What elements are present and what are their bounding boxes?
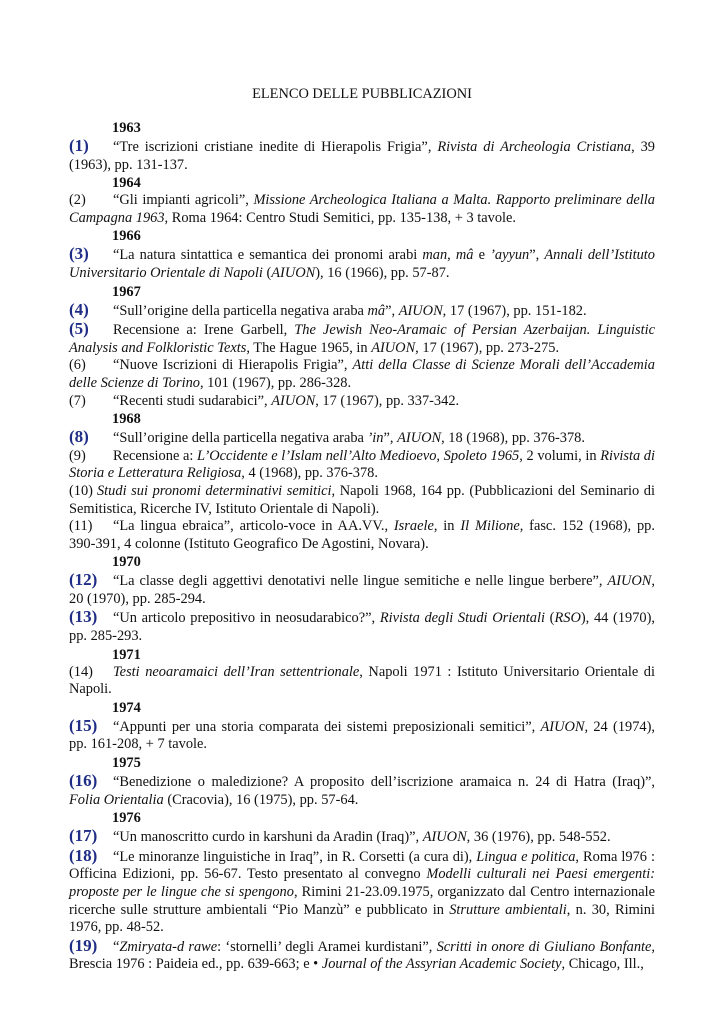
page-title: ELENCO DELLE PUBBLICAZIONI (252, 86, 472, 102)
publication-entry (69, 664, 655, 699)
publication-entry (69, 483, 655, 518)
entry-number: (18) (69, 845, 98, 865)
publication-entry (69, 137, 655, 174)
document-page (69, 0, 655, 1024)
publication-entry (69, 320, 655, 357)
publication-entry (69, 937, 655, 974)
publication-entry (69, 448, 655, 483)
year-heading: 1963 (112, 120, 141, 136)
entry-text: “Le minoranze linguistiche in Iraq”, in R. Corsetti (a cura di), Lingua e politica, Roma l976 : Officina Edizioni, pp. 56-67. Testo presentato al convegno Modelli culturali nei Paesi emergenti: proposte per le lingue che si spengono, Rimini 21-23.09.1975, organizzato dal Centro internazionale ricerche sulle strutture ambientali “Pio Manzù” e pubblicato in Strutture ambientali, n. 30, Rimini 1976, pp. 48-52. (69, 848, 656, 936)
entry-number: (1) (69, 136, 89, 155)
entry-number: (12) (69, 570, 98, 590)
publication-entry (69, 772, 655, 809)
publication-entry (69, 847, 655, 937)
publication-list (69, 119, 655, 974)
year-heading: 1976 (112, 810, 141, 827)
entry-text: “Zmiryata-d rawe: ‘stornelli’ degli Aramei kurdistani”, Scritti in onore di Giuliano Bonfante, Brescia 1976 : Paideia ed., pp. 639-663; e • Journal of the Assyrian Academic Society, Chicago, Ill., (69, 938, 656, 973)
entry-number: (19) (69, 935, 98, 955)
entry-number: (3) (69, 244, 89, 264)
entry-text: “La classe degli aggettivi denotativi nelle lingue semitiche e nelle lingue berbere”, AIUON, 20 (1970), pp. 285-294. (69, 573, 655, 607)
entry-number: (8) (69, 427, 89, 447)
entry-text: “Gli impianti agricoli”, Missione Archeologica Italiana a Malta. Rapporto preliminare della Campagna 1963, Roma 1964: Centro Studi Semitici, pp. 135-138, + 3 tavole. (69, 192, 655, 226)
entry-text: “La lingua ebraica”, articolo-voce in AA.VV., Israele, in Il Milione, fasc. 152 (1968), pp. 390-391, 4 colonne (Istituto Geografico De Agostini, Novara). (69, 518, 655, 552)
publication-entry (69, 608, 655, 645)
entry-text: Testi neoaramaici dell’Iran settentrionale, Napoli 1971 : Istituto Universitario Orientale di Napoli. (69, 663, 655, 698)
entry-text: “Recenti studi sudarabici”, AIUON, 17 (1967), pp. 337-342. (113, 392, 460, 409)
entry-text: Studi sui pronomi determinativi semitici, Napoli 1968, 164 pp. (Pubblicazioni del Seminario di Semitistica, Ricerche IV, Istituto Orientale di Napoli). (69, 482, 656, 517)
entry-number: (4) (69, 299, 89, 319)
publication-entry (69, 428, 655, 448)
publication-entry (69, 192, 655, 227)
year-heading: 1964 (112, 175, 141, 192)
publication-entry (69, 245, 655, 282)
entry-text: “Benedizione o maledizione? A proposito dell’iscrizione aramaica n. 24 di Hatra (Iraq)”, Folia Orientalia (Cracovia), 16 (1975), pp. 57-64. (69, 774, 655, 808)
entry-text: “Sull’origine della particella negativa araba ’in”, AIUON, 18 (1968), pp. 376-378. (113, 430, 585, 447)
entry-text: “Appunti per una storia comparata dei sistemi preposizionali semitici”, AIUON, 24 (1974), pp. 161-208, + 7 tavole. (69, 718, 655, 753)
entry-text: “Un articolo prepositivo in neosudarabico?”, Rivista degli Studi Orientali (RSO), 44 (1970), pp. 285-293. (69, 610, 655, 645)
entry-text: Recensione a: Irene Garbell, The Jewish Neo-Aramaic of Persian Azerbaijan. Linguistic Analysis and Folkloristic Texts, The Hague 1965, in AIUON, 17 (1967), pp. 273-275. (69, 322, 655, 356)
entry-number: (5) (69, 319, 89, 339)
entry-text: “Tre iscrizioni cristiane inedite di Hierapolis Frigia”, Rivista di Archeologia Cristiana, 39 (1963), pp. 131-137. (69, 139, 655, 173)
year-heading: 1974 (112, 699, 141, 716)
entry-text: “Nuove Iscrizioni di Hierapolis Frigia”, Atti della Classe di Scienze Morali dell’Accademia delle Scienze di Torino, 101 (1967), pp. 286-328. (69, 357, 655, 391)
entry-number: (9) (69, 447, 86, 464)
entry-number: (7) (69, 392, 86, 409)
year-heading: 1970 (112, 554, 141, 571)
publication-entry (69, 518, 655, 553)
publication-entry (69, 571, 655, 608)
year-heading: 1968 (112, 411, 141, 428)
entry-number: (14) (69, 663, 93, 680)
publication-entry (69, 827, 655, 847)
publication-entry (69, 357, 655, 392)
entry-number: (13) (69, 607, 98, 627)
year-heading: 1975 (112, 755, 141, 772)
entry-text: “La natura sintattica e semantica dei pronomi arabi man, mâ e ’ayyun”, Annali dell’Istituto Universitario Orientale di Napoli (AIUON), 16 (1966), pp. 57-87. (69, 247, 655, 281)
publication-entry (69, 393, 655, 411)
entry-number: (6) (69, 357, 86, 374)
entry-number: (2) (69, 192, 86, 209)
year-heading: 1967 (112, 283, 141, 300)
entry-text: “Sull’origine della particella negativa araba mâ”, AIUON, 17 (1967), pp. 151-182. (113, 302, 587, 319)
publication-entry (69, 301, 655, 321)
entry-number: (15) (69, 715, 98, 735)
entry-number: (10) (69, 482, 93, 499)
entry-text: Recensione a: L’Occidente e l’Islam nell’Alto Medioevo, Spoleto 1965, 2 volumi, in Rivista di Storia e Letteratura Religiosa, 4 (1968), pp. 376-378. (69, 447, 655, 482)
entry-number: (11) (69, 518, 93, 535)
publication-entry (69, 717, 655, 754)
year-heading: 1966 (112, 228, 141, 245)
entry-text: “Un manoscritto curdo in karshuni da Aradin (Iraq)”, AIUON, 36 (1976), pp. 548-552. (113, 829, 611, 846)
entry-number: (17) (69, 826, 98, 846)
year-heading: 1971 (112, 646, 141, 663)
entry-number: (16) (69, 771, 98, 791)
